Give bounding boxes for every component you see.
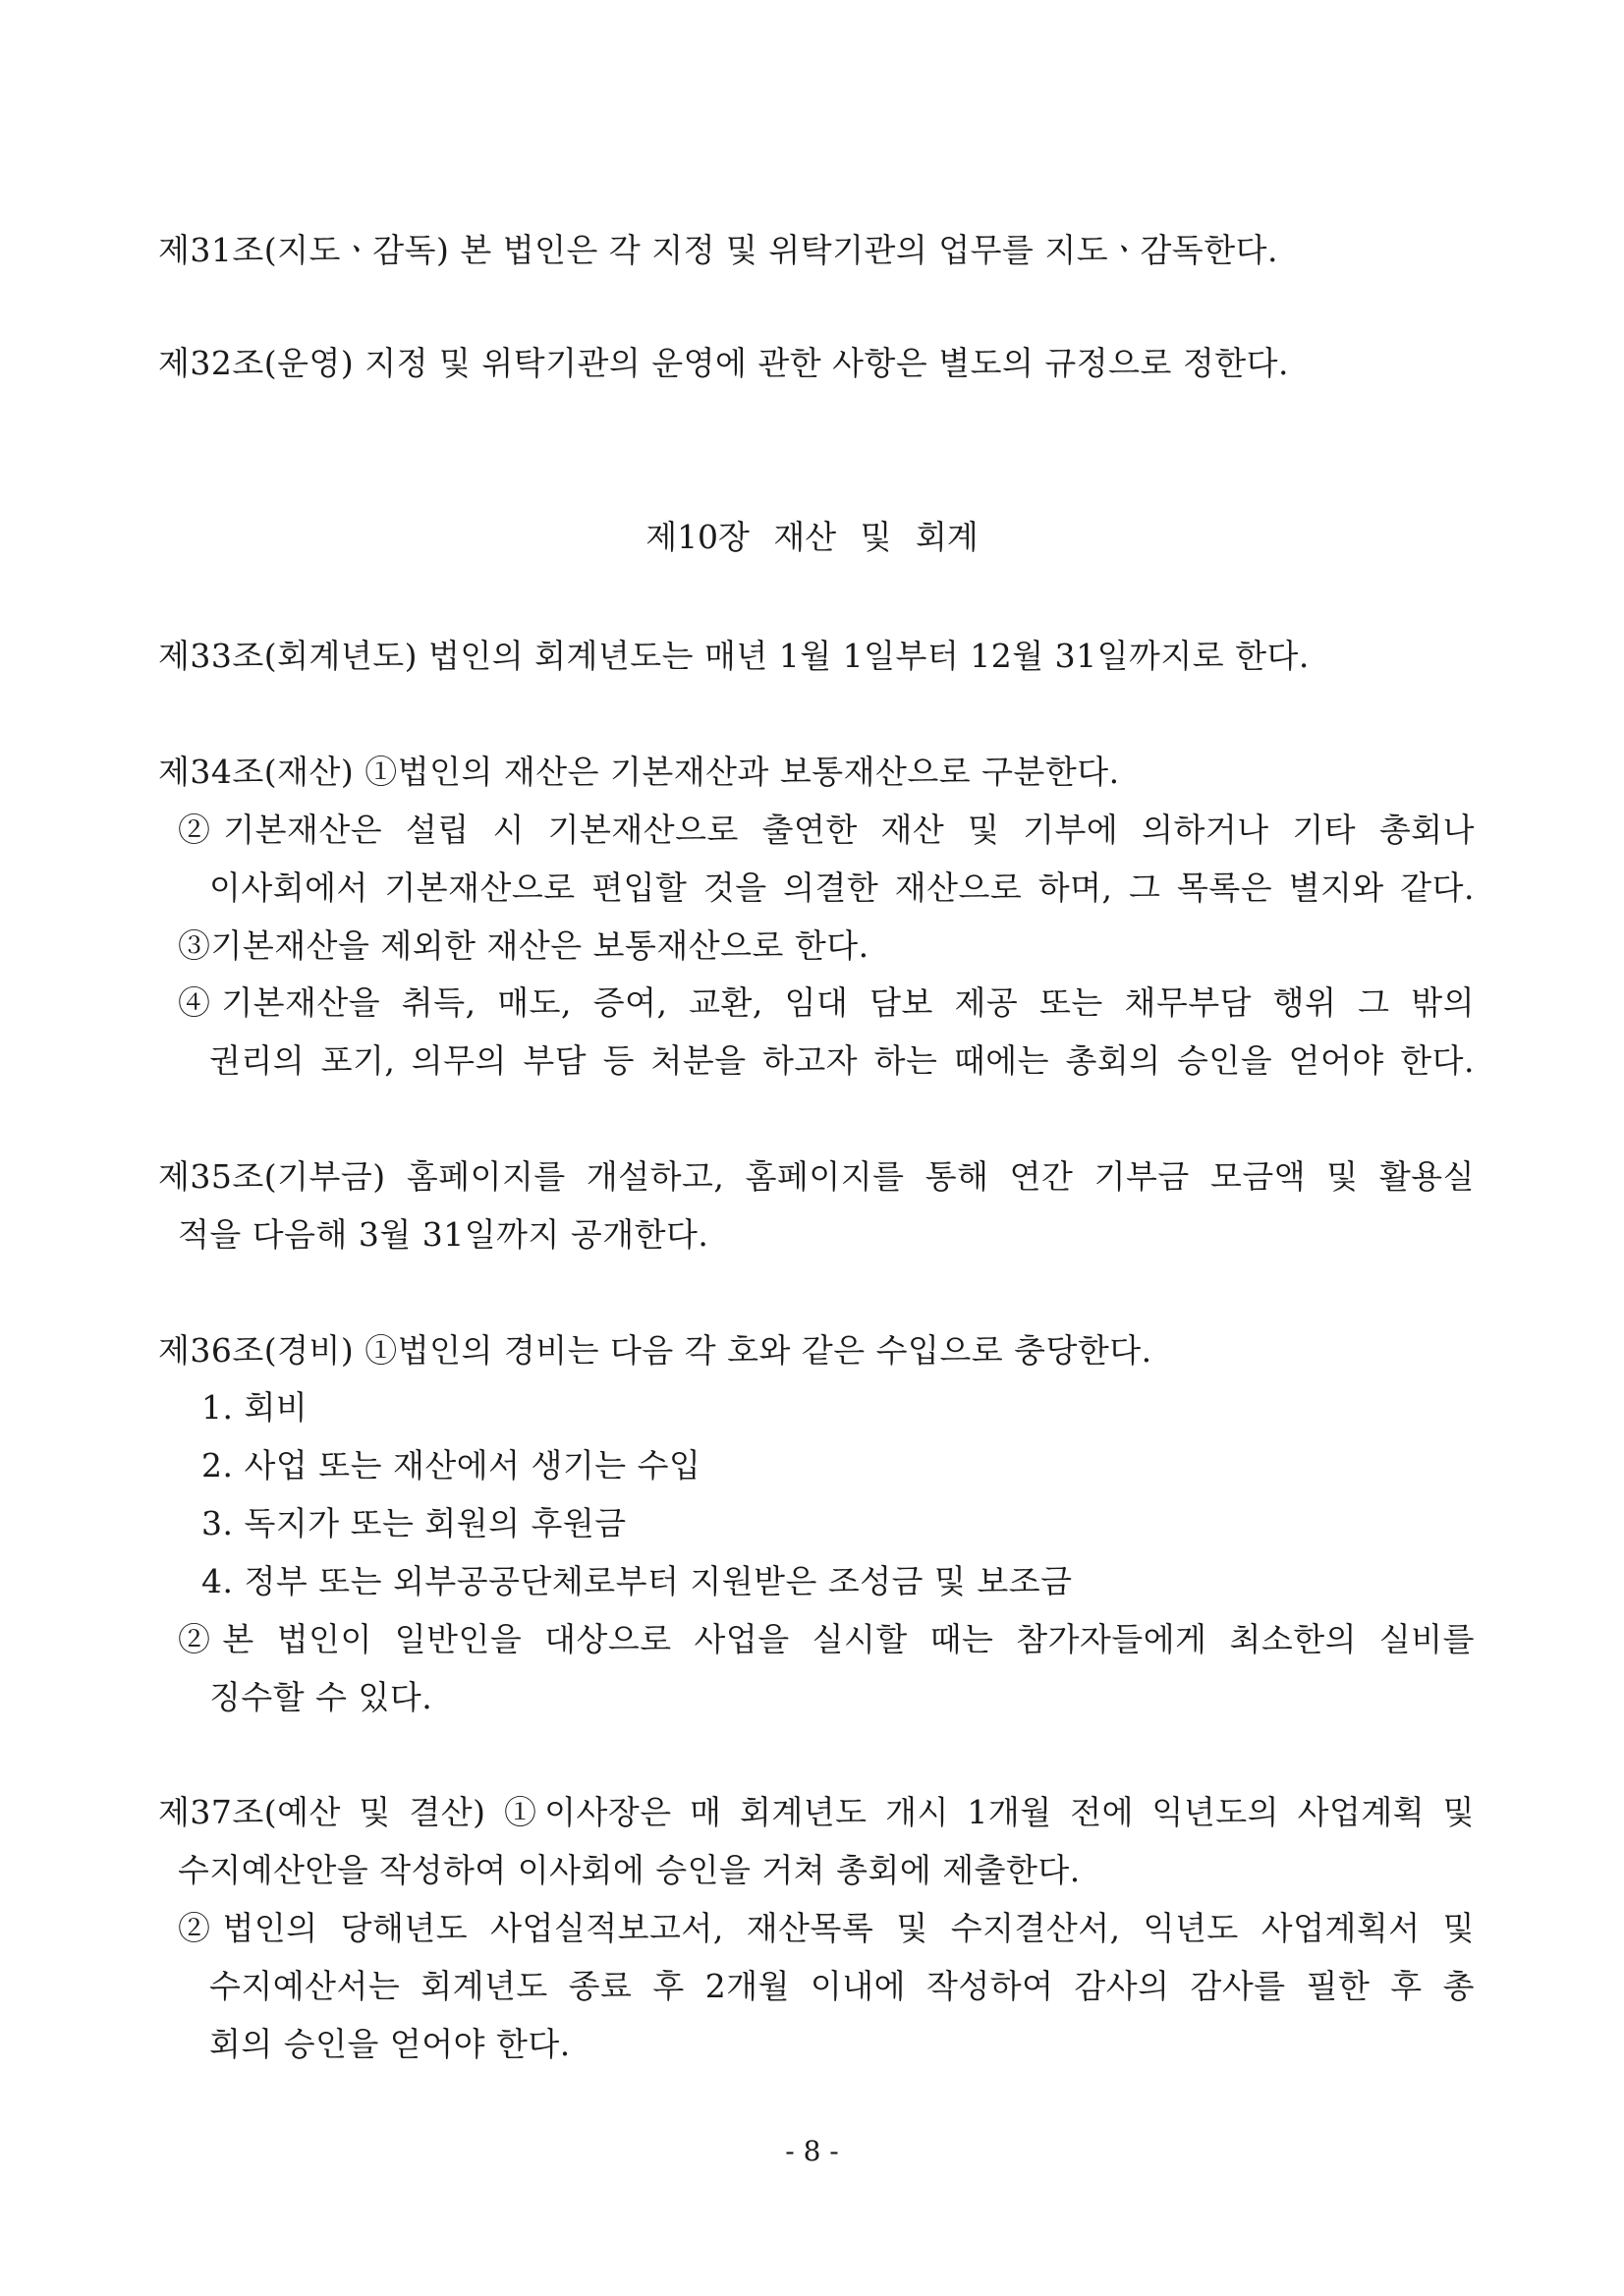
- article-36-item-4: 4. 정부 또는 외부공공단체로부터 지원받은 조성금 및 보조금: [201, 1562, 1073, 1600]
- article-37-clause-2-line-1: ②법인의 당해년도 사업실적보고서, 재산목록 및 수지결산서, 익년도 사업계획서 및: [178, 1909, 1475, 1947]
- chapter-heading: 제10장 재산 및 회계: [645, 518, 979, 556]
- article-37-clause-2-line-3: 회의 승인을 얻어야 한다.: [209, 2025, 571, 2063]
- article-36-clause-1: 제36조(경비) ①법인의 경비는 다음 각 호와 같은 수입으로 충당한다.: [158, 1331, 1152, 1370]
- article-32: 제32조(운영) 지정 및 위탁기관의 운영에 관한 사항은 별도의 규정으로 정한다.: [158, 344, 1289, 382]
- article-36-clause-2-line-2: 징수할 수 있다.: [209, 1678, 433, 1716]
- article-36-item-2: 2. 사업 또는 재산에서 생기는 수입: [201, 1446, 701, 1484]
- article-36-item-1: 1. 회비: [201, 1388, 308, 1427]
- article-34-clause-4-line-2: 권리의 포기, 의무의 부담 등 처분을 하고자 하는 때에는 총회의 승인을 얻어야 한다.: [209, 1041, 1475, 1080]
- article-35-line-2: 적을 다음해 3월 31일까지 공개한다.: [178, 1215, 709, 1254]
- article-36-clause-2-line-1: ②본 법인이 일반인을 대상으로 사업을 실시할 때는 참가자들에게 최소한의 실비를: [178, 1620, 1475, 1658]
- article-33: 제33조(회계년도) 법인의 회계년도는 매년 1월 1일부터 12월 31일까지로 한다.: [158, 637, 1310, 675]
- article-34-clause-4-line-1: ④기본재산을 취득, 매도, 증여, 교환, 임대 담보 제공 또는 채무부담 행위 그 밖의: [178, 983, 1475, 1022]
- article-37-clause-1-line-1: 제37조(예산 및 결산) ①이사장은 매 회계년도 개시 1개월 전에 익년도의 사업계획 및: [158, 1793, 1475, 1831]
- article-34-clause-1: 제34조(재산) ①법인의 재산은 기본재산과 보통재산으로 구분한다.: [158, 753, 1120, 791]
- article-34-clause-2-line-1: ②기본재산은 설립 시 기본재산으로 출연한 재산 및 기부에 의하거나 기타 총회나: [178, 811, 1475, 849]
- page-number: - 8 -: [785, 2135, 839, 2167]
- article-36-item-3: 3. 독지가 또는 회원의 후원금: [201, 1504, 627, 1542]
- article-31: 제31조(지도ㆍ감독) 본 법인은 각 지정 및 위탁기관의 업무를 지도ㆍ감독한다.: [158, 231, 1278, 269]
- article-37-clause-1-line-2: 수지예산안을 작성하여 이사회에 승인을 거쳐 총회에 제출한다.: [178, 1851, 1081, 1889]
- article-37-clause-2-line-2: 수지예산서는 회계년도 종료 후 2개월 이내에 작성하여 감사의 감사를 필한 후 총: [209, 1967, 1475, 2005]
- article-34-clause-2-line-2: 이사회에서 기본재산으로 편입할 것을 의결한 재산으로 하며, 그 목록은 별지와 같다.: [209, 868, 1475, 907]
- article-35-line-1: 제35조(기부금) 홈페이지를 개설하고, 홈페이지를 통해 연간 기부금 모금액 및 활용실: [158, 1157, 1475, 1196]
- article-34-clause-3: ③기본재산을 제외한 재산은 보통재산으로 한다.: [178, 926, 869, 965]
